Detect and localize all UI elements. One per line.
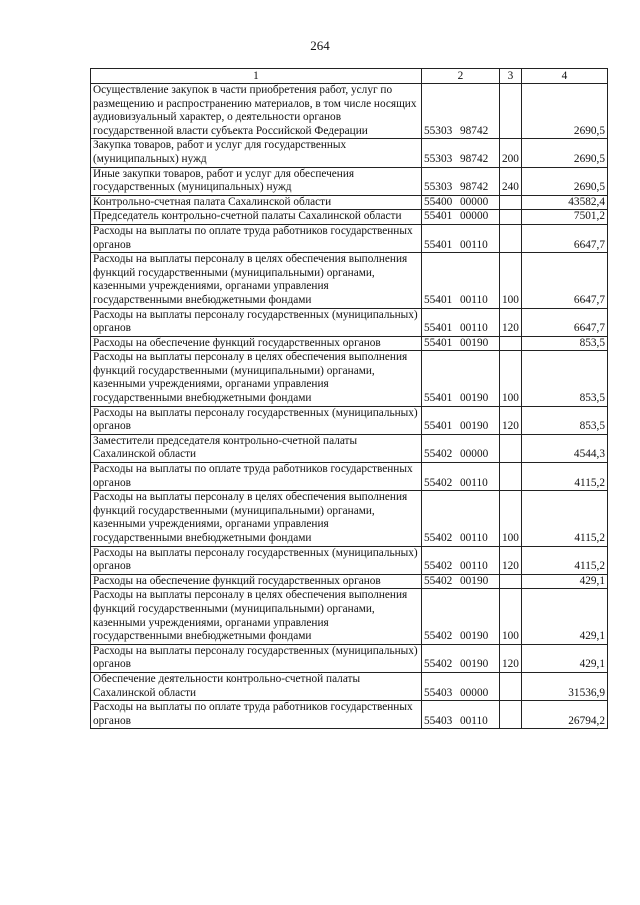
row-sum: 2690,5 [522,139,608,167]
row-sum: 43582,4 [522,195,608,210]
row-name: Заместители председателя контрольно-счетной палаты Сахалинской области [91,434,422,462]
row-code-program: 55402 [424,574,453,587]
row-expense-type: 100 [500,589,522,644]
row-code-program: 55303 [424,152,453,165]
row-expense-type [500,463,522,491]
row-expense-type [500,224,522,252]
table-header [91,69,608,84]
row-code-program: 55403 [424,686,453,699]
row-sum: 429,1 [522,644,608,672]
row-code-direction: 00190 [460,392,489,405]
row-sum: 4115,2 [522,491,608,546]
row-code [422,701,500,729]
row-name: Расходы на выплаты персоналу в целях обеспечения выполнения функций государственными (муниципальными) органами, казенными учреждениями, органами управления государственными внебюджетными фондами [91,253,422,308]
table-row [91,574,608,589]
table-row [91,672,608,700]
row-code-direction: 00000 [460,195,489,208]
table-row [91,351,608,406]
table-row [91,195,608,210]
table-row [91,701,608,729]
row-code-program: 55402 [424,532,453,544]
row-code-program: 55400 [424,195,453,208]
row-name: Расходы на выплаты персоналу в целях обеспечения выполнения функций государственными (муниципальными) органами, казенными учреждениями, органами управления государственными внебюджетными фондами [91,491,422,546]
table-row [91,644,608,672]
row-sum: 4115,2 [522,463,608,491]
row-code-program: 55401 [424,392,453,405]
row-code-direction: 98742 [460,181,489,194]
row-sum: 7501,2 [522,210,608,225]
row-code-program: 55402 [424,448,453,461]
table-row [91,210,608,225]
table-row [91,463,608,491]
row-sum: 6647,7 [522,308,608,336]
row-code-direction: 00110 [460,714,488,727]
row-code-direction: 00190 [460,658,489,671]
row-sum: 853,5 [522,351,608,406]
row-code-program: 55401 [424,210,453,223]
row-name: Расходы на выплаты персоналу государственных (муниципальных) органов [91,546,422,574]
table-row [91,224,608,252]
row-code-direction: 00190 [460,574,489,587]
row-code-program: 55401 [424,336,453,349]
row-code-program: 55401 [424,238,453,251]
row-code-program: 55401 [424,322,453,335]
table-row [91,84,608,139]
row-name: Расходы на выплаты персоналу государственных (муниципальных) органов [91,644,422,672]
row-expense-type: 100 [500,253,522,308]
row-code-program: 55403 [424,714,453,727]
row-name: Расходы на выплаты персоналу в целях обеспечения выполнения функций государственными (муниципальными) органами, казенными учреждениями, органами управления государственными внебюджетными фондами [91,351,422,406]
row-expense-type: 120 [500,644,522,672]
row-code [422,406,500,434]
row-code-direction: 00110 [460,293,488,306]
row-sum: 26794,2 [522,701,608,729]
table-row [91,336,608,351]
table-body [91,84,608,729]
row-name: Осуществление закупок в части приобретения работ, услуг по размещению и распространению материалов, в том числе носящих аудиовизуальный характер, о деятельности органов государственной власти субъекта Российской Федерации [91,84,422,139]
row-name: Обеспечение деятельности контрольно-счетной палаты Сахалинской области [91,672,422,700]
row-name: Расходы на выплаты персоналу в целях обеспечения выполнения функций государственными (муниципальными) органами, казенными учреждениями, органами управления государственными внебюджетными фондами [91,589,422,644]
row-code-direction: 00110 [460,532,488,544]
row-code [422,195,500,210]
header-row [91,69,608,84]
row-expense-type [500,574,522,589]
row-expense-type [500,434,522,462]
row-code-direction: 00190 [460,630,489,643]
row-name: Расходы на выплаты персоналу государственных (муниципальных) органов [91,406,422,434]
row-name: Расходы на выплаты по оплате труда работников государственных органов [91,463,422,491]
row-code [422,253,500,308]
row-sum: 2690,5 [522,84,608,139]
row-code-direction: 00110 [460,560,488,573]
row-expense-type: 120 [500,406,522,434]
row-code-direction: 00110 [460,476,488,489]
table-row [91,253,608,308]
row-code-direction: 00000 [460,210,489,223]
row-expense-type: 200 [500,139,522,167]
row-name: Расходы на выплаты по оплате труда работников государственных органов [91,701,422,729]
row-code [422,336,500,351]
row-sum: 853,5 [522,406,608,434]
row-name: Расходы на выплаты персоналу государственных (муниципальных) органов [91,308,422,336]
row-code-direction: 98742 [460,152,489,165]
row-expense-type: 120 [500,308,522,336]
row-code-direction: 00110 [460,238,488,251]
row-code [422,491,500,546]
row-name: Председатель контрольно-счетной палаты Сахалинской области [91,210,422,225]
budget-table [90,68,608,729]
row-expense-type [500,336,522,351]
row-code [422,463,500,491]
table-row [91,546,608,574]
row-name: Расходы на выплаты по оплате труда работников государственных органов [91,224,422,252]
row-code [422,574,500,589]
row-code-program: 55402 [424,658,453,671]
row-code [422,210,500,225]
table-row [91,139,608,167]
table-row [91,434,608,462]
row-expense-type [500,210,522,225]
row-code [422,434,500,462]
row-code-program: 55402 [424,630,453,643]
row-sum: 31536,9 [522,672,608,700]
row-name: Контрольно-счетная палата Сахалинской области [91,195,422,210]
row-code [422,84,500,139]
page-number: 264 [310,38,330,53]
row-expense-type [500,701,522,729]
row-expense-type: 120 [500,546,522,574]
row-sum: 853,5 [522,336,608,351]
header-col-name: 1 [91,69,422,84]
table-row [91,589,608,644]
table-row [91,167,608,195]
row-sum: 4115,2 [522,546,608,574]
header-col-sum: 4 [522,69,608,84]
header-col-code: 2 [422,69,500,84]
row-code-program: 55303 [424,181,453,194]
row-expense-type: 100 [500,491,522,546]
row-code-direction: 00000 [460,686,489,699]
row-code [422,167,500,195]
row-expense-type [500,672,522,700]
row-name: Иные закупки товаров, работ и услуг для обеспечения государственных (муниципальных) нужд [91,167,422,195]
row-code [422,546,500,574]
row-expense-type: 100 [500,351,522,406]
row-sum: 2690,5 [522,167,608,195]
row-code-program: 55402 [424,560,453,573]
row-code [422,139,500,167]
row-code-program: 55402 [424,476,453,489]
row-code-program: 55303 [424,124,453,137]
row-sum: 4544,3 [522,434,608,462]
row-code-direction: 98742 [460,124,489,137]
row-sum: 6647,7 [522,224,608,252]
row-code-direction: 00110 [460,322,488,335]
header-col-type: 3 [500,69,522,84]
table-row [91,406,608,434]
row-expense-type [500,84,522,139]
row-code-direction: 00000 [460,448,489,461]
row-code [422,589,500,644]
row-name: Расходы на обеспечение функций государственных органов [91,336,422,351]
table-row [91,308,608,336]
row-code [422,308,500,336]
row-code-program: 55401 [424,420,453,433]
row-sum: 429,1 [522,574,608,589]
row-code [422,224,500,252]
row-expense-type: 240 [500,167,522,195]
row-code [422,644,500,672]
row-name: Расходы на обеспечение функций государственных органов [91,574,422,589]
row-name: Закупка товаров, работ и услуг для государственных (муниципальных) нужд [91,139,422,167]
row-code [422,351,500,406]
row-code-direction: 00190 [460,420,489,433]
row-sum: 6647,7 [522,253,608,308]
row-code [422,672,500,700]
table-row [91,491,608,546]
row-code-program: 55401 [424,293,453,306]
row-sum: 429,1 [522,589,608,644]
row-code-direction: 00190 [460,336,489,349]
row-expense-type [500,195,522,210]
